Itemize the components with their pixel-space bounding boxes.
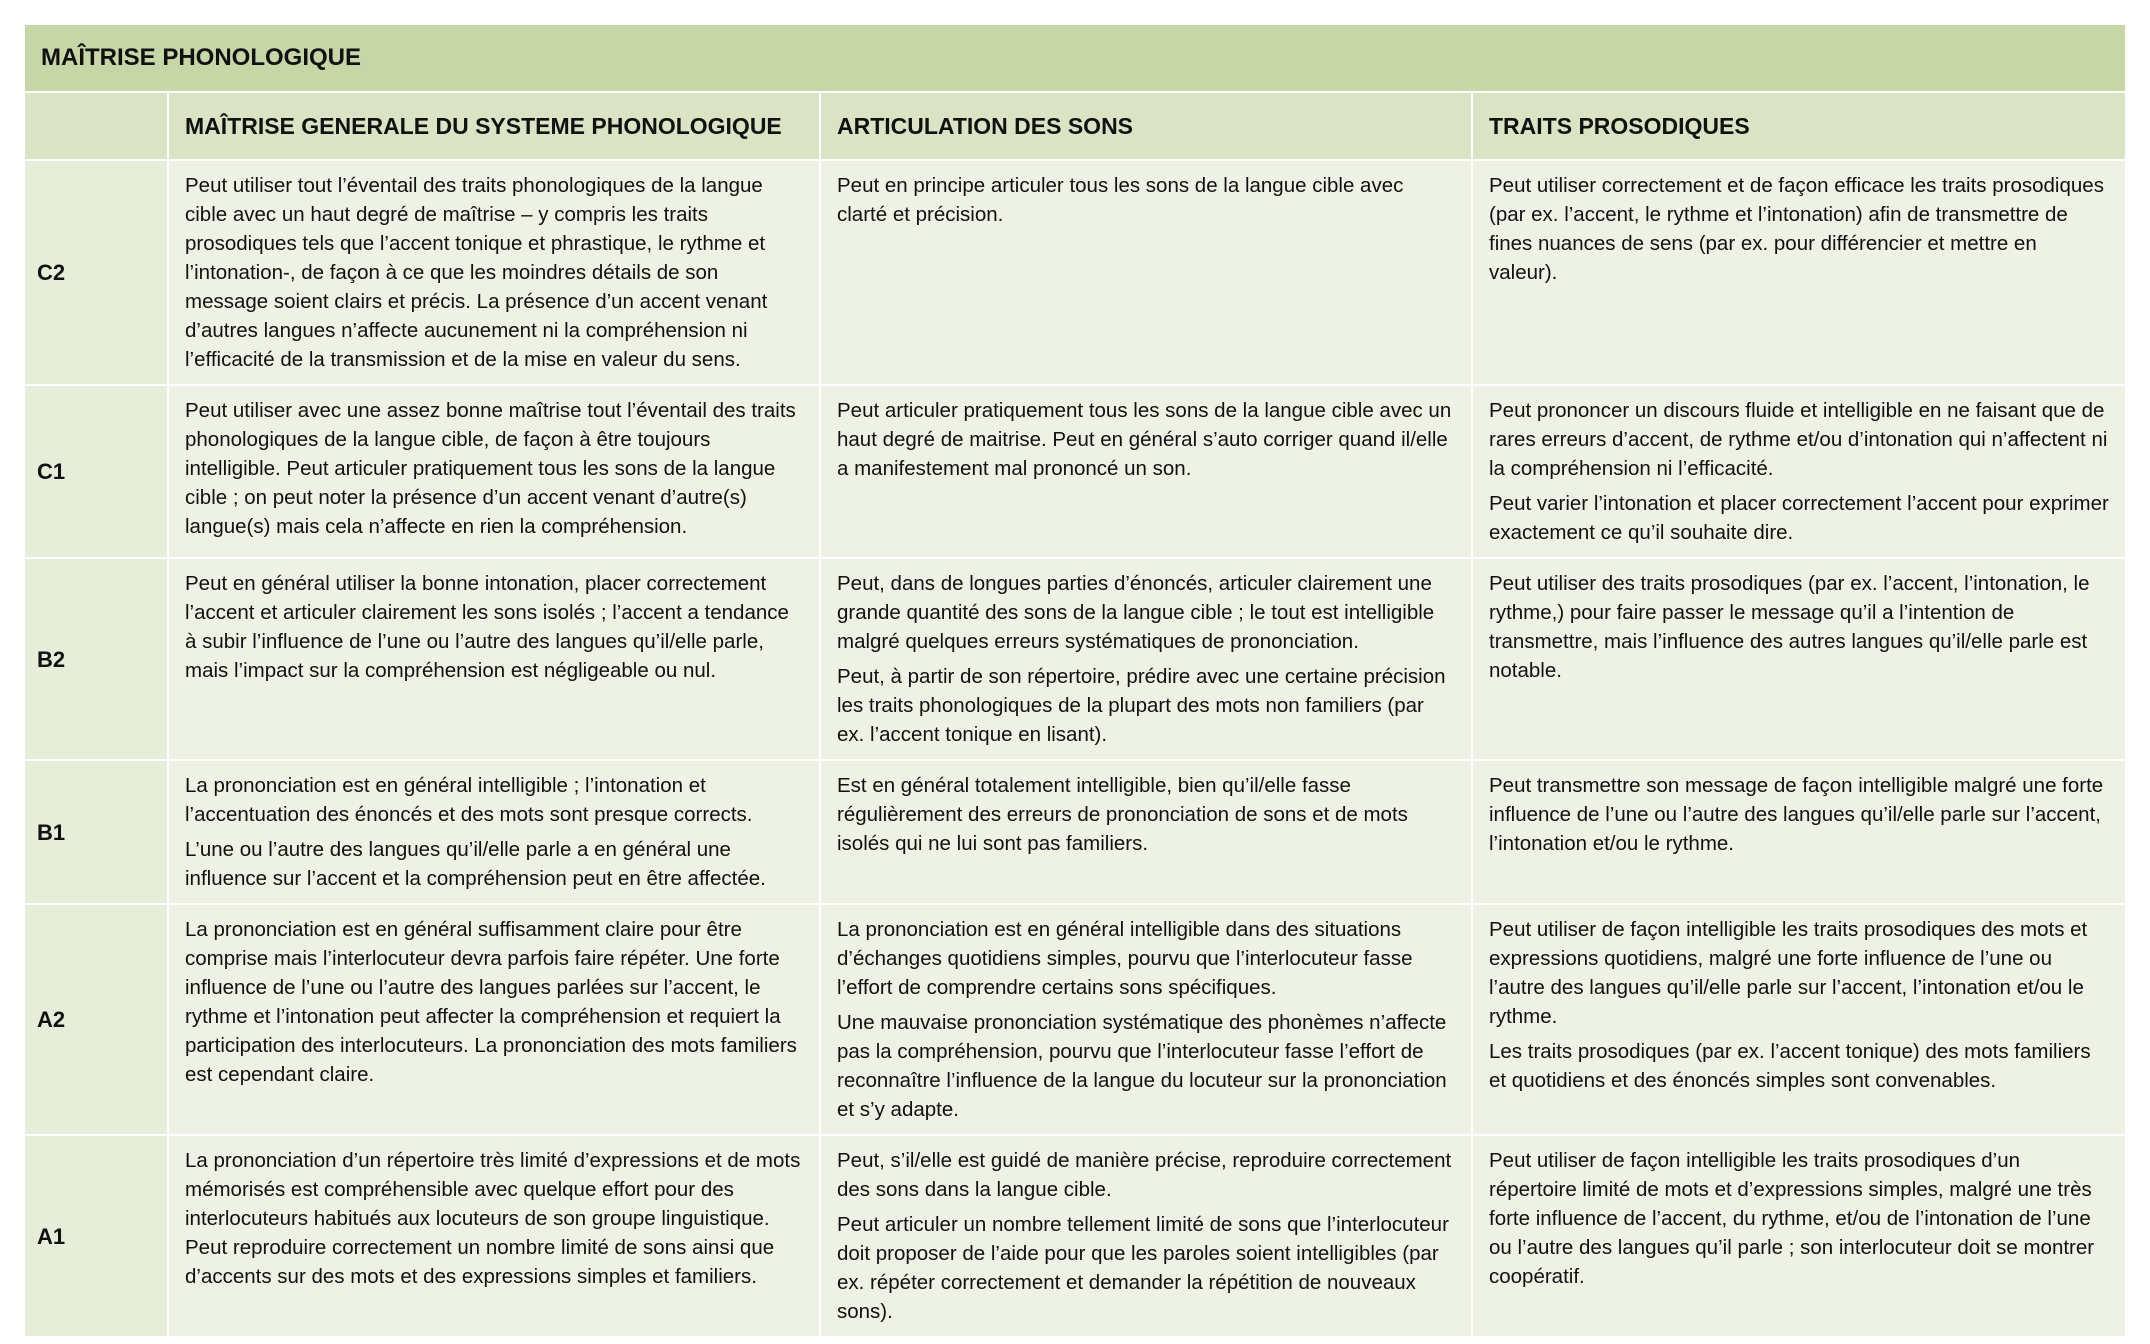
descriptor-articulation: [820, 385, 1472, 558]
table-row: [25, 904, 2125, 1135]
table-row: [25, 1135, 2125, 1337]
table-row: [25, 385, 2125, 558]
phonological-table-wrapper: [25, 25, 2125, 1338]
descriptor-paragraph: Peut, dans de longues parties d’énoncés, articuler clairement une grande quantité des sons de la langue cible ; le tout est intelligible malgré quelques erreurs systématiques de prononciation.: [837, 572, 1435, 653]
descriptor-prosodie: [1472, 904, 2125, 1135]
level-label: B1: [25, 760, 168, 904]
descriptor-prosodie: [1472, 558, 2125, 760]
descriptor-paragraph: Peut varier l’intonation et placer correctement l’accent pour exprimer exactement ce qu’il souhaite dire.: [1489, 492, 2109, 544]
table-row: [25, 160, 2125, 385]
descriptor-paragraph: Peut en général utiliser la bonne intonation, placer correctement l’accent et articuler clairement les sons isolés ; l’accent a tendance à subir l’influence de l’une ou l’autre des langues qu’il/elle parle, mais l’impact sur la compréhension est négligeable ou nul.: [185, 572, 789, 682]
level-label: C1: [25, 385, 168, 558]
level-label: C2: [25, 160, 168, 385]
descriptor-prosodie: [1472, 160, 2125, 385]
descriptor-general: [168, 160, 820, 385]
phonological-control-table: [25, 25, 2125, 1338]
descriptor-paragraph: Une mauvaise prononciation systématique des phonèmes n’affecte pas la compréhension, pourvu que l’interlocuteur fasse l’effort de reconnaître l’influence de la langue du locuteur sur la prononciation et s’y adapte.: [837, 1011, 1447, 1121]
table-row: [25, 760, 2125, 904]
header-level: [25, 92, 168, 160]
table-title-row: [25, 25, 2125, 92]
descriptor-prosodie: [1472, 385, 2125, 558]
descriptor-paragraph: Peut prononcer un discours fluide et intelligible en ne faisant que de rares erreurs d’accent, de rythme et/ou d’intonation qui n’affectent ni la compréhension ni l’efficacité.: [1489, 399, 2108, 480]
descriptor-paragraph: Peut utiliser des traits prosodiques (par ex. l’accent, l’intonation, le rythme,) pour faire passer le message qu’il a l’intention de transmettre, mais l’influence des autres langues qu’il/elle parle est notable.: [1489, 572, 2090, 682]
descriptor-paragraph: La prononciation est en général intelligible dans des situations d’échanges quotidiens simples, pourvu que l’interlocuteur fasse l’effort de comprendre certains sons spécifiques.: [837, 918, 1413, 999]
descriptor-paragraph: L’une ou l’autre des langues qu’il/elle parle a en général une influence sur l’accent et la compréhension peut en être affectée.: [185, 838, 766, 890]
descriptor-paragraph: Peut en principe articuler tous les sons de la langue cible avec clarté et précision.: [837, 174, 1404, 226]
header-general-control: MAÎTRISE GENERALE DU SYSTEME PHONOLOGIQUE: [168, 92, 820, 160]
descriptor-paragraph: Les traits prosodiques (par ex. l’accent tonique) des mots familiers et quotidiens et des énoncés simples sont convenables.: [1489, 1040, 2091, 1092]
descriptor-paragraph: Peut transmettre son message de façon intelligible malgré une forte influence de l’une ou l’autre des langues qu’il/elle parle sur l’accent, l’intonation et/ou le rythme.: [1489, 774, 2104, 855]
descriptor-articulation: [820, 160, 1472, 385]
descriptor-articulation: [820, 558, 1472, 760]
descriptor-paragraph: La prononciation est en général intelligible ; l’intonation et l’accentuation des énoncés et des mots sont presque corrects.: [185, 774, 753, 826]
descriptor-general: [168, 904, 820, 1135]
descriptor-paragraph: Peut articuler pratiquement tous les sons de la langue cible avec un haut degré de maitrise. Peut en général s’auto corriger quand il/elle a manifestement mal prononcé un son.: [837, 399, 1452, 480]
descriptor-paragraph: Est en général totalement intelligible, bien qu’il/elle fasse régulièrement des erreurs de prononciation de sons et de mots isolés qui ne lui sont pas familiers.: [837, 774, 1408, 855]
descriptor-general: [168, 558, 820, 760]
descriptor-articulation: [820, 1135, 1472, 1337]
descriptor-general: [168, 385, 820, 558]
level-label: A1: [25, 1135, 168, 1337]
descriptor-paragraph: Peut utiliser tout l’éventail des traits phonologiques de la langue cible avec un haut degré de maîtrise – y compris les traits prosodiques tels que l’accent tonique et phrastique, le rythme et l’intonation-, de façon à ce que les moindres détails de son message soient clairs et précis. La présence d’un accent venant d’autres langues n’affecte aucunement ni la compréhension ni l’efficacité de la transmission et de la mise en valeur du sens.: [185, 174, 768, 371]
descriptor-paragraph: Peut utiliser de façon intelligible les traits prosodiques des mots et expressions quotidiens, malgré une forte influence de l’une ou l’autre des langues qu’il/elle parle sur l’accent, l’intonation et/ou le rythme.: [1489, 918, 2088, 1028]
column-header-row: [25, 92, 2125, 160]
table-body: [25, 160, 2125, 1337]
header-prosodic-features: TRAITS PROSODIQUES: [1472, 92, 2125, 160]
descriptor-general: [168, 1135, 820, 1337]
header-sound-articulation: ARTICULATION DES SONS: [820, 92, 1472, 160]
descriptor-general: [168, 760, 820, 904]
descriptor-paragraph: La prononciation est en général suffisamment claire pour être comprise mais l’interlocuteur devra parfois faire répéter. Une forte influence de l’une ou l’autre des langues parlées sur l’accent, le rythme et l’intonation peut affecter la compréhension et requiert la participation des interlocuteurs. La prononciation des mots familiers est cependant claire.: [185, 918, 797, 1086]
table-row: [25, 558, 2125, 760]
descriptor-paragraph: Peut articuler un nombre tellement limité de sons que l’interlocuteur doit proposer de l’aide pour que les paroles soient intelligibles (par ex. répéter correctement et demander la répétition de nouveaux sons).: [837, 1213, 1449, 1323]
descriptor-paragraph: Peut, s’il/elle est guidé de manière précise, reproduire correctement des sons dans la langue cible.: [837, 1149, 1452, 1201]
descriptor-paragraph: Peut, à partir de son répertoire, prédire avec une certaine précision les traits phonologiques de la plupart des mots non familiers (par ex. l’accent tonique en lisant).: [837, 665, 1446, 746]
descriptor-articulation: [820, 904, 1472, 1135]
descriptor-prosodie: [1472, 1135, 2125, 1337]
level-label: B2: [25, 558, 168, 760]
descriptor-paragraph: Peut utiliser de façon intelligible les traits prosodiques d’un répertoire limité de mots et d’expressions simples, malgré une très forte influence de l’accent, du rythme, et/ou de l’intonation de l’une ou l’autre des langues qu’il parle ; son interlocuteur doit se montrer coopératif.: [1489, 1149, 2095, 1288]
table-title: MAÎTRISE PHONOLOGIQUE: [25, 25, 2125, 92]
descriptor-articulation: [820, 760, 1472, 904]
descriptor-paragraph: Peut utiliser correctement et de façon efficace les traits prosodiques (par ex. l’accent, le rythme et l’intonation) afin de transmettre de fines nuances de sens (par ex. pour différencier et mettre en valeur).: [1489, 174, 2104, 284]
descriptor-prosodie: [1472, 760, 2125, 904]
descriptor-paragraph: La prononciation d’un répertoire très limité d’expressions et de mots mémorisés est compréhensible avec quelque effort pour des interlocuteurs habitués aux locuteurs de son groupe linguistique. Peut reproduire correctement un nombre limité de sons ainsi que d’accents sur des mots et des expressions simples et familiers.: [185, 1149, 801, 1288]
descriptor-paragraph: Peut utiliser avec une assez bonne maîtrise tout l’éventail des traits phonologiques de la langue cible, de façon à être toujours intelligible. Peut articuler pratiquement tous les sons de la langue cible ; on peut noter la présence d’un accent venant d’autre(s) langue(s) mais cela n’affecte en rien la compréhension.: [185, 399, 796, 538]
level-label: A2: [25, 904, 168, 1135]
